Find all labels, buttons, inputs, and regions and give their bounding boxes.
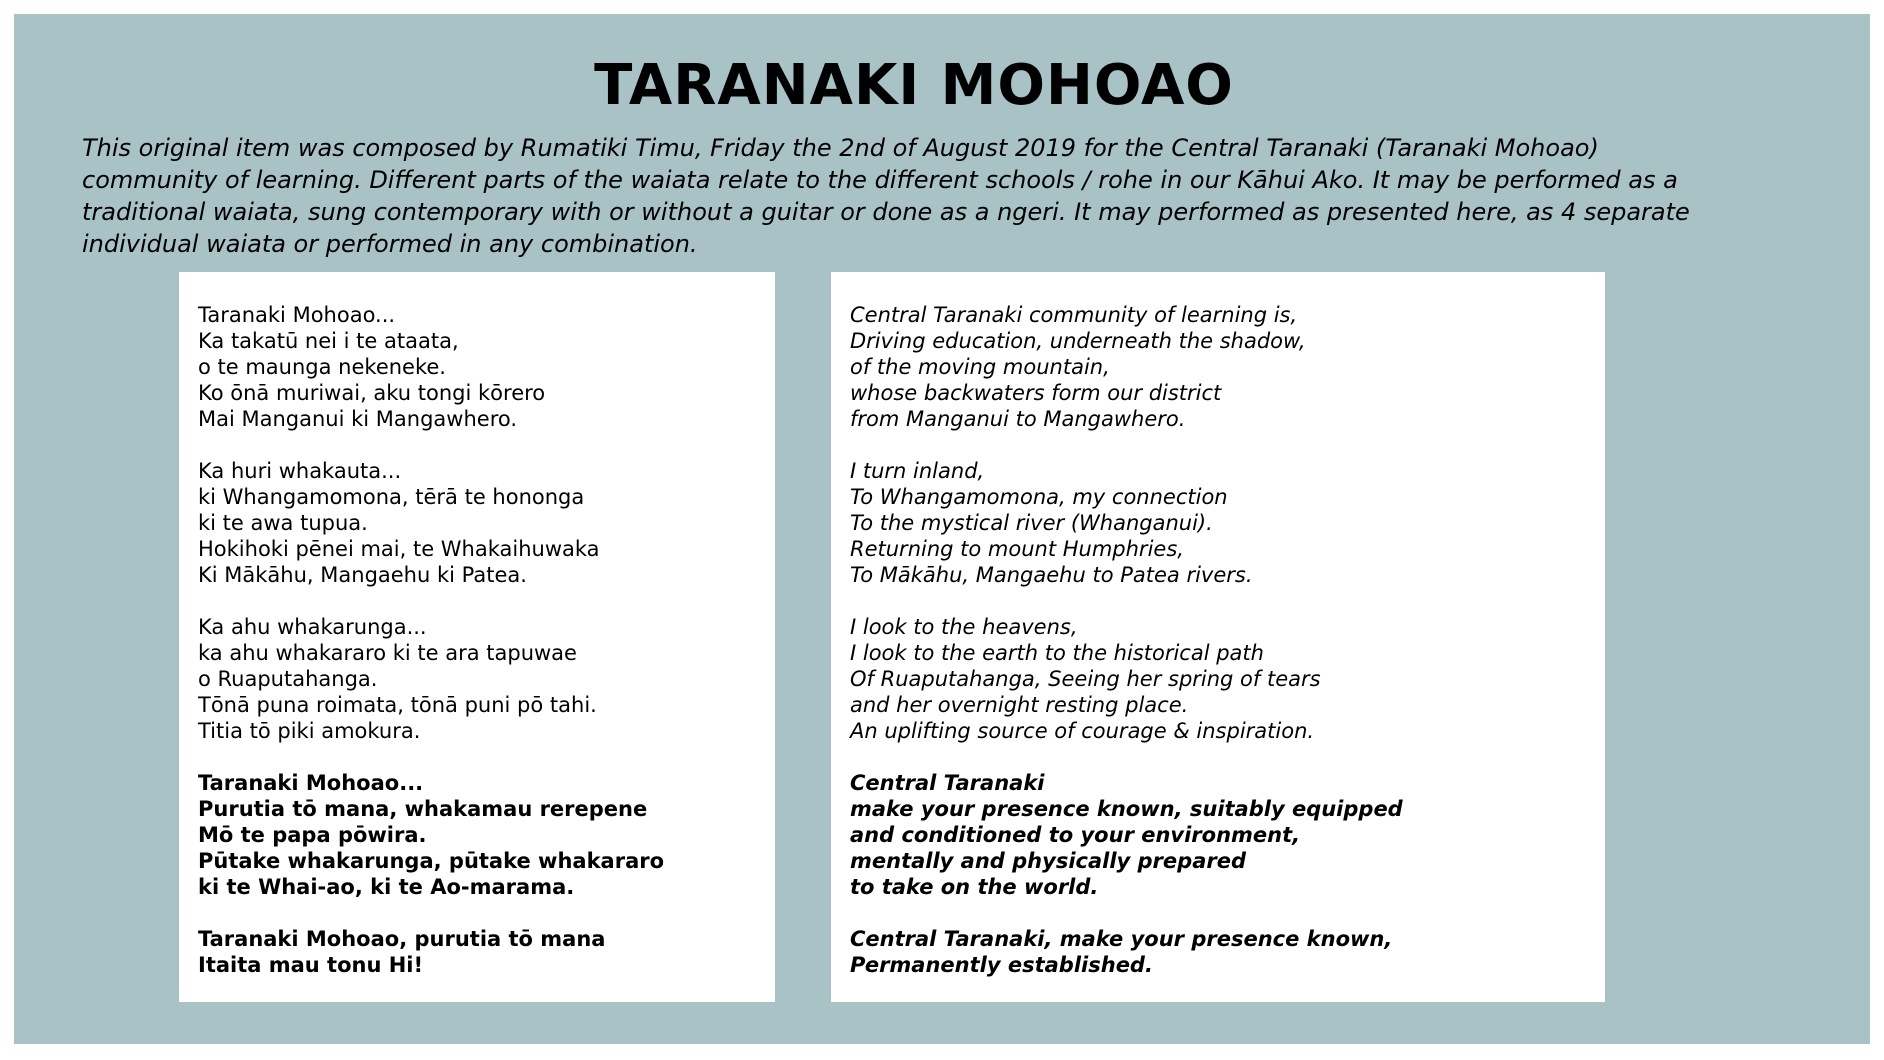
lyric-line: and her overnight resting place.: [850, 693, 1189, 717]
lyric-line: Ka ahu whakarunga...: [198, 615, 427, 639]
lyric-line: and conditioned to your environment,: [850, 823, 1301, 847]
lyric-line: from Manganui to Mangawhero.: [850, 407, 1186, 431]
lyric-line: An uplifting source of courage & inspiration.: [850, 719, 1315, 743]
maori-stanza-2: [198, 458, 756, 588]
lyric-line: Permanently established.: [850, 953, 1153, 977]
lyric-line: mentally and physically prepared: [850, 849, 1246, 873]
english-stanza-5: [850, 926, 1586, 978]
maori-stanza-3: [198, 614, 756, 744]
lyric-line: Purutia tō mana, whakamau rerepene: [198, 797, 648, 821]
lyric-line: Taranaki Mohoao...: [198, 771, 424, 795]
lyric-line: ki te awa tupua.: [198, 511, 368, 535]
lyric-line: To Mākāhu, Mangaehu to Patea rivers.: [850, 563, 1253, 587]
lyric-line: Ka huri whakauta...: [198, 459, 402, 483]
page-title: TARANAKI MOHOAO: [594, 53, 1234, 118]
lyric-line: Taranaki Mohoao...: [198, 303, 396, 327]
lyric-line: Tōnā puna roimata, tōnā puni pō tahi.: [198, 693, 597, 717]
lyric-line: Itaita mau tonu Hi!: [198, 953, 424, 977]
lyric-line: Central Taranaki: [850, 771, 1045, 795]
lyric-line: Ka takatū nei i te ataata,: [198, 329, 459, 353]
lyric-line: Taranaki Mohoao, purutia tō mana: [198, 927, 606, 951]
lyric-line: Mō te papa pōwira.: [198, 823, 427, 847]
lyric-line: Returning to mount Humphries,: [850, 537, 1184, 561]
english-lyrics-panel: [831, 272, 1605, 1002]
maori-lyrics-panel: [179, 272, 775, 1002]
english-stanza-4: [850, 770, 1586, 900]
lyric-line: ka ahu whakararo ki te ara tapuwae: [198, 641, 577, 665]
lyric-line: Hokihoki pēnei mai, te Whakaihuwaka: [198, 537, 600, 561]
english-stanza-1: [850, 302, 1586, 432]
maori-stanza-1: [198, 302, 756, 432]
lyric-line: of the moving mountain,: [850, 355, 1110, 379]
lyric-line: ki te Whai-ao, ki te Ao-marama.: [198, 875, 575, 899]
lyric-line: make your presence known, suitably equipped: [850, 797, 1403, 821]
lyric-line: To the mystical river (Whanganui).: [850, 511, 1213, 535]
lyric-line: Pūtake whakarunga, pūtake whakararo: [198, 849, 665, 873]
maori-stanza-4: [198, 770, 756, 900]
lyric-line: Central Taranaki, make your presence known,: [850, 927, 1393, 951]
maori-stanza-5: [198, 926, 756, 978]
english-stanza-3: [850, 614, 1586, 744]
lyric-line: Titia tō piki amokura.: [198, 719, 421, 743]
lyric-line: I turn inland,: [850, 459, 985, 483]
lyric-line: whose backwaters form our district: [850, 381, 1222, 405]
lyric-line: To Whangamomona, my connection: [850, 485, 1228, 509]
intro-paragraph: This original item was composed by Rumatiki Timu, Friday the 2nd of August 2019 for the Central Taranaki (Taranaki Mohoao) community of learning. Different parts of the waiata relate to the different schools / rohe in our Kāhui Ako. It may be performed as a traditional waiata, sung contemporary with or without a guitar or done as a ngeri. It may performed as presented here, as 4 separate individual waiata or performed in any combination.: [82, 134, 1690, 258]
lyric-line: I look to the earth to the historical path: [850, 641, 1264, 665]
english-stanza-2: [850, 458, 1586, 588]
lyric-line: Mai Manganui ki Mangawhero.: [198, 407, 518, 431]
lyric-line: Of Ruaputahanga, Seeing her spring of tears: [850, 667, 1321, 691]
lyric-line: Ki Mākāhu, Mangaehu ki Patea.: [198, 563, 527, 587]
lyric-line: o te maunga nekeneke.: [198, 355, 446, 379]
lyric-line: I look to the heavens,: [850, 615, 1078, 639]
lyric-line: to take on the world.: [850, 875, 1099, 899]
lyric-line: ki Whangamomona, tērā te hononga: [198, 485, 585, 509]
lyric-line: Central Taranaki community of learning is,: [850, 303, 1298, 327]
lyric-line: Driving education, underneath the shadow,: [850, 329, 1306, 353]
lyric-line: Ko ōnā muriwai, aku tongi kōrero: [198, 381, 546, 405]
lyric-line: o Ruaputahanga.: [198, 667, 378, 691]
